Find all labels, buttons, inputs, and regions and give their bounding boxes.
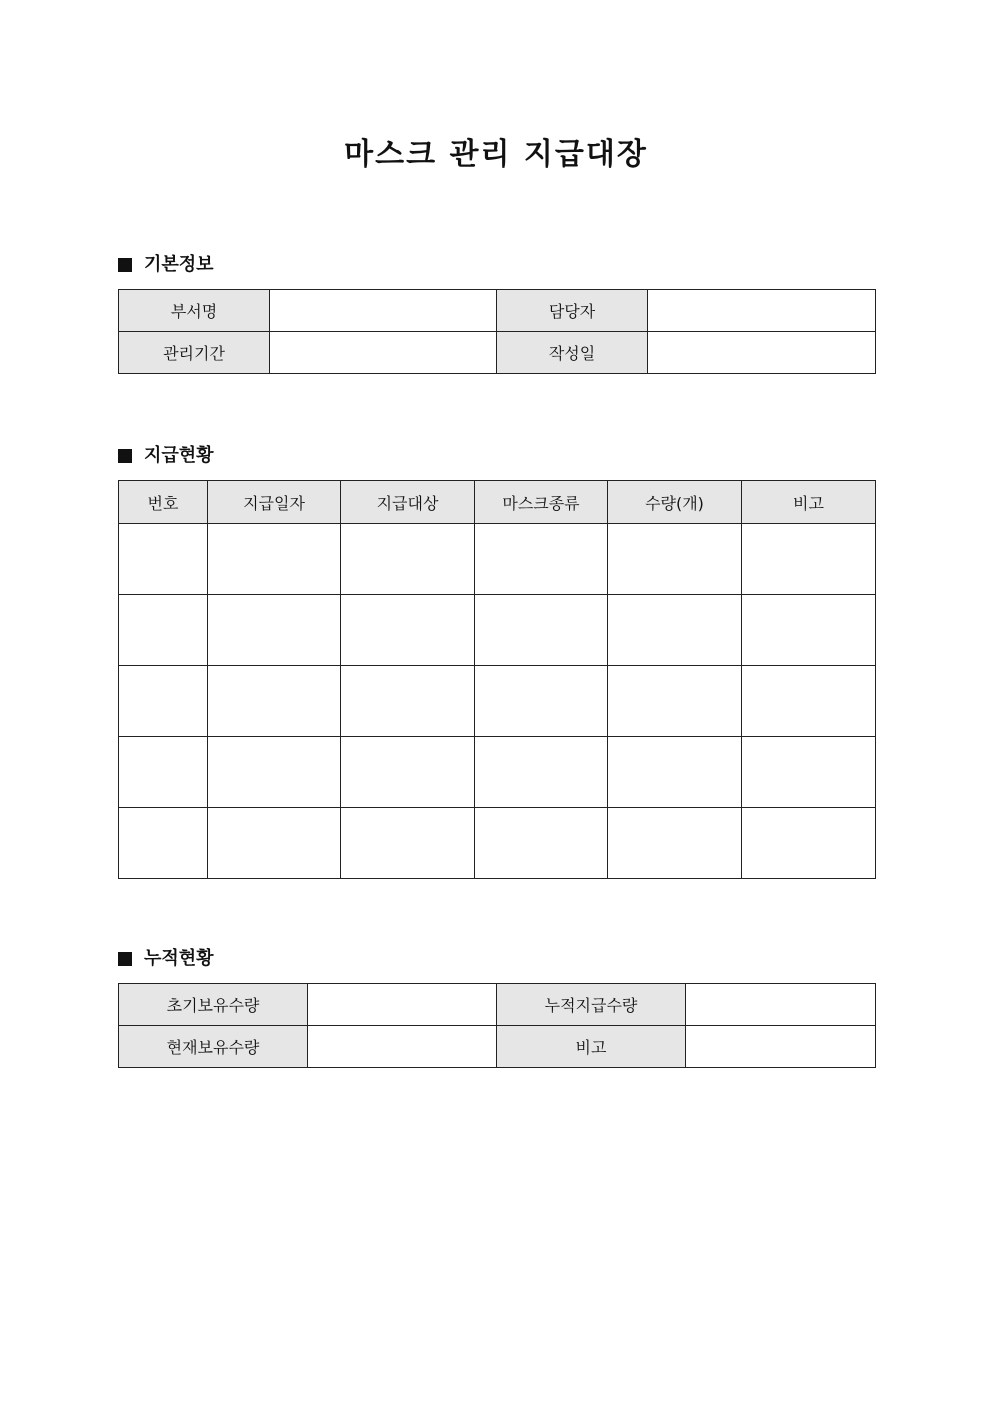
cumulative-table [118, 983, 876, 1068]
recipient-cell[interactable] [341, 808, 475, 879]
remarks-label: 비고 [497, 1026, 686, 1068]
department-label: 부서명 [119, 290, 270, 332]
table-row [119, 524, 876, 595]
mask-type-cell[interactable] [475, 737, 608, 808]
initial-stock-field[interactable] [308, 984, 497, 1026]
section-heading-label: 지급현황 [144, 445, 214, 466]
remarks-cell[interactable] [742, 737, 876, 808]
recipient-cell[interactable] [341, 524, 475, 595]
table-row [119, 808, 876, 879]
remarks-field[interactable] [686, 1026, 876, 1068]
column-header-recipient: 지급대상 [341, 481, 475, 524]
remarks-cell[interactable] [742, 595, 876, 666]
issue-date-cell[interactable] [208, 737, 341, 808]
column-header-issue-date: 지급일자 [208, 481, 341, 524]
initial-stock-label: 초기보유수량 [119, 984, 308, 1026]
column-header-number: 번호 [119, 481, 208, 524]
table-row [119, 595, 876, 666]
quantity-cell[interactable] [608, 808, 742, 879]
section-heading-basic-info [118, 253, 214, 277]
page-title: 마스크 관리 지급대장 [344, 137, 648, 172]
recipient-cell[interactable] [341, 595, 475, 666]
square-bullet-icon [118, 258, 132, 272]
column-header-mask-type: 마스크종류 [475, 481, 608, 524]
number-cell[interactable] [119, 524, 208, 595]
table-row [119, 666, 876, 737]
square-bullet-icon [118, 952, 132, 966]
section-heading-cumulative [118, 947, 214, 971]
distribution-table [118, 480, 876, 879]
number-cell[interactable] [119, 666, 208, 737]
cumulative-issued-field[interactable] [686, 984, 876, 1026]
mask-type-cell[interactable] [475, 666, 608, 737]
remarks-cell[interactable] [742, 524, 876, 595]
issue-date-cell[interactable] [208, 808, 341, 879]
basic-info-table [118, 289, 876, 374]
quantity-cell[interactable] [608, 524, 742, 595]
remarks-cell[interactable] [742, 808, 876, 879]
table-row [119, 290, 876, 332]
management-period-label: 관리기간 [119, 332, 270, 374]
quantity-cell[interactable] [608, 737, 742, 808]
recipient-cell[interactable] [341, 666, 475, 737]
issue-date-cell[interactable] [208, 524, 341, 595]
mask-type-cell[interactable] [475, 595, 608, 666]
table-row [119, 737, 876, 808]
table-header-row [119, 481, 876, 524]
table-row [119, 984, 876, 1026]
current-stock-label: 현재보유수량 [119, 1026, 308, 1068]
department-field[interactable] [270, 290, 497, 332]
cumulative-issued-label: 누적지급수량 [497, 984, 686, 1026]
quantity-cell[interactable] [608, 666, 742, 737]
table-row [119, 332, 876, 374]
table-row [119, 1026, 876, 1068]
section-heading-label: 누적현황 [144, 948, 214, 969]
remarks-cell[interactable] [742, 666, 876, 737]
section-heading-label: 기본정보 [144, 254, 214, 275]
date-written-field[interactable] [648, 332, 876, 374]
mask-type-cell[interactable] [475, 808, 608, 879]
issue-date-cell[interactable] [208, 666, 341, 737]
number-cell[interactable] [119, 737, 208, 808]
quantity-cell[interactable] [608, 595, 742, 666]
column-header-remarks: 비고 [742, 481, 876, 524]
current-stock-field[interactable] [308, 1026, 497, 1068]
section-heading-distribution [118, 444, 214, 468]
number-cell[interactable] [119, 808, 208, 879]
date-written-label: 작성일 [497, 332, 648, 374]
number-cell[interactable] [119, 595, 208, 666]
manager-label: 담당자 [497, 290, 648, 332]
issue-date-cell[interactable] [208, 595, 341, 666]
column-header-quantity: 수량(개) [608, 481, 742, 524]
recipient-cell[interactable] [341, 737, 475, 808]
management-period-field[interactable] [270, 332, 497, 374]
manager-field[interactable] [648, 290, 876, 332]
square-bullet-icon [118, 449, 132, 463]
mask-type-cell[interactable] [475, 524, 608, 595]
